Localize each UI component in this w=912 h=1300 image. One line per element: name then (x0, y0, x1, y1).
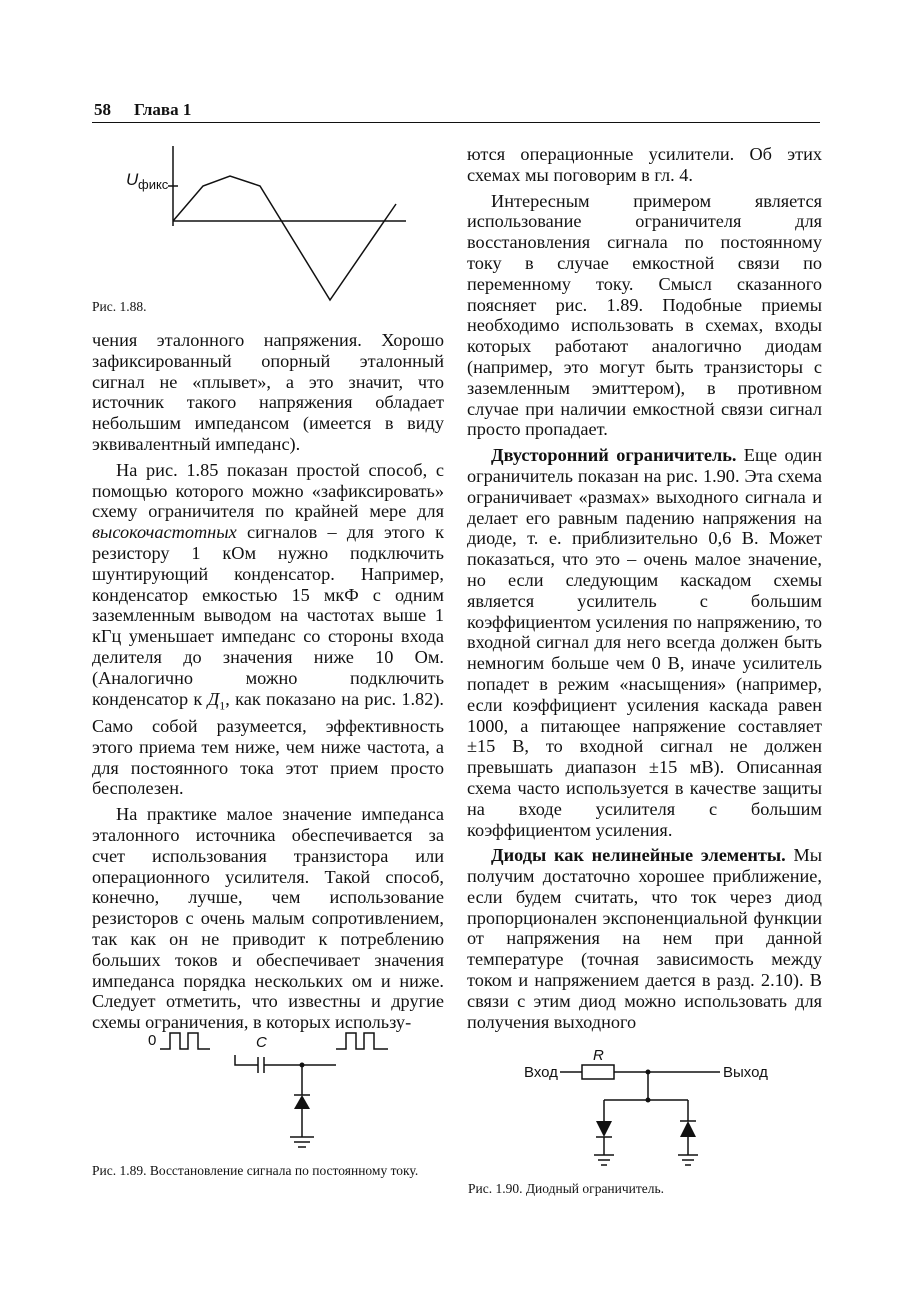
right-paragraph-2: Интересным примером является использование ограничителя для восстановления сигнала по постоянному току в случае емкостной связи по переменному току. Смысл сказанного поясняет рис. 1.89. Подобные приемы необходимо использовать в схемах, входы которых работают аналогично диодам (например, это могут быть транзисторы с заземленным эмиттером), в противном случае при наличии емкостной связи сигнал просто пропадает. (467, 190, 822, 440)
fig189-label-zero: 0 (148, 1032, 157, 1049)
fig190-node-bus (646, 1098, 651, 1103)
left-paragraph-1: чения эталонного напряжения. Хорошо зафиксированный опорный эталонный сигнал не «плывет», а это значит, что источник такого напряжения обладает небольшим импедансом (имеется в виду эквивалентный импеданс). (92, 330, 444, 454)
fig189-node (300, 1063, 305, 1068)
left-paragraph-2: На рис. 1.85 показан простой способ, с помощью которого можно «зафиксировать» схему ограничителя по крайней мере для высокочастотных сигналов – для этого к резистору 1 кОм нужно подключить шунтирующий конденсатор. Например, конденсатор емкостью 15 мкФ с одним заземленным выводом на частотах выше 1 кГц уменьшает импеданс со стороны входа делителя до значения ниже 10 Ом. (Аналогично можно подключить конденсатор к $Д_1$, как показано на рис. 1.82). Само собой разумеется, эффективность этого приема тем ниже, чем ниже частота, а для постоянного тока этот прием просто бесполезен. (92, 459, 444, 799)
fig190-label-in: Вход (524, 1064, 558, 1081)
right-paragraph-4: Диоды как нелинейные элементы. Мы получим достаточно хорошее приближение, если будем считать, что ток через диод пропорционален экспоненциальной функции от напряжения на нем при данной температуре (точная зависимость между током и напряжением дается в разд. 2.10). В связи с этим диод можно использовать для получения выходного (467, 845, 822, 1032)
page-header (92, 100, 820, 123)
fig188-label-sub: фикс (138, 177, 169, 192)
left-column (92, 330, 444, 1038)
fig188-waveform (173, 176, 396, 300)
fig188-caption: Рис. 1.88. (92, 299, 147, 314)
page-number: 58 (94, 100, 111, 119)
fig190-diode-right (680, 1121, 696, 1137)
fig189-input-wire (235, 1055, 258, 1065)
diode-symbol: Д (207, 688, 220, 709)
figure-1-89 (140, 1025, 400, 1155)
figure-1-90 (520, 1045, 780, 1175)
fig189-caption: Рис. 1.89. Восстановление сигнала по постоянному току. (92, 1163, 419, 1178)
right-paragraph-1: ются операционные усилители. Об этих схемах мы поговорим в гл. 4. (467, 144, 822, 185)
fig189-label-c: C (256, 1034, 267, 1051)
diode-subscript: 1 (219, 698, 226, 713)
fig188-label: U (126, 170, 139, 189)
fig190-caption: Рис. 1.90. Диодный ограничитель. (468, 1181, 665, 1196)
fig189-output-pulse (336, 1033, 388, 1049)
fig190-label-r: R (593, 1047, 604, 1064)
right-paragraph-3: Двусторонний ограничитель. Еще один ограничитель показан на рис. 1.90. Эта схема ограничивает «размах» выходного сигнала и делает его равным падению напряжения на диоде, т. е. приблизительно 0,6 В. Может показаться, что это – очень малое значение, но если следующим каскадом схемы является усилитель с большим коэффициентом усиления по напряжению, то входной сигнал для него всегда должен быть немногим больше чем 0 В, иначе усилитель попадет в режим «насыщения» (например, если коэффициент усиления каскада равен 1000, а питающее напряжение составляет ±15 В, то входной сигнал не должен превышать диапазон ±15 мВ). Описанная схема часто используется в качестве защиты на входе усилителя с большим коэффициентом усиления. (467, 445, 823, 840)
right-column (467, 144, 822, 1037)
fig190-node-top (646, 1070, 651, 1075)
figure-1-88 (90, 140, 410, 310)
runin-heading-diodes-nonlinear: Диоды как нелинейные элементы. (491, 845, 786, 866)
fig189-diode (294, 1095, 310, 1109)
runin-heading-two-sided-limiter: Двусторонний ограничитель. (491, 445, 737, 466)
left-paragraph-3: На практике малое значение импеданса эталонного источника обеспечивается за счет использования транзистора или операционного усилителя. Такой способ, конечно, лучше, чем использование резисторов с очень малым сопротивлением, так как он не приводит к потреблению больших токов и обеспечивает значения импеданса порядка нескольких ом и ниже. Следует отметить, что известны и другие схемы ограничения, в которых использу- (92, 804, 444, 1033)
fig190-diode-left (596, 1121, 612, 1137)
fig190-resistor (582, 1065, 614, 1079)
chapter-title: Глава 1 (134, 100, 192, 119)
italic-text: высокочастотных (92, 522, 237, 543)
fig189-input-pulse (160, 1033, 210, 1049)
fig190-label-out: Выход (723, 1064, 768, 1081)
